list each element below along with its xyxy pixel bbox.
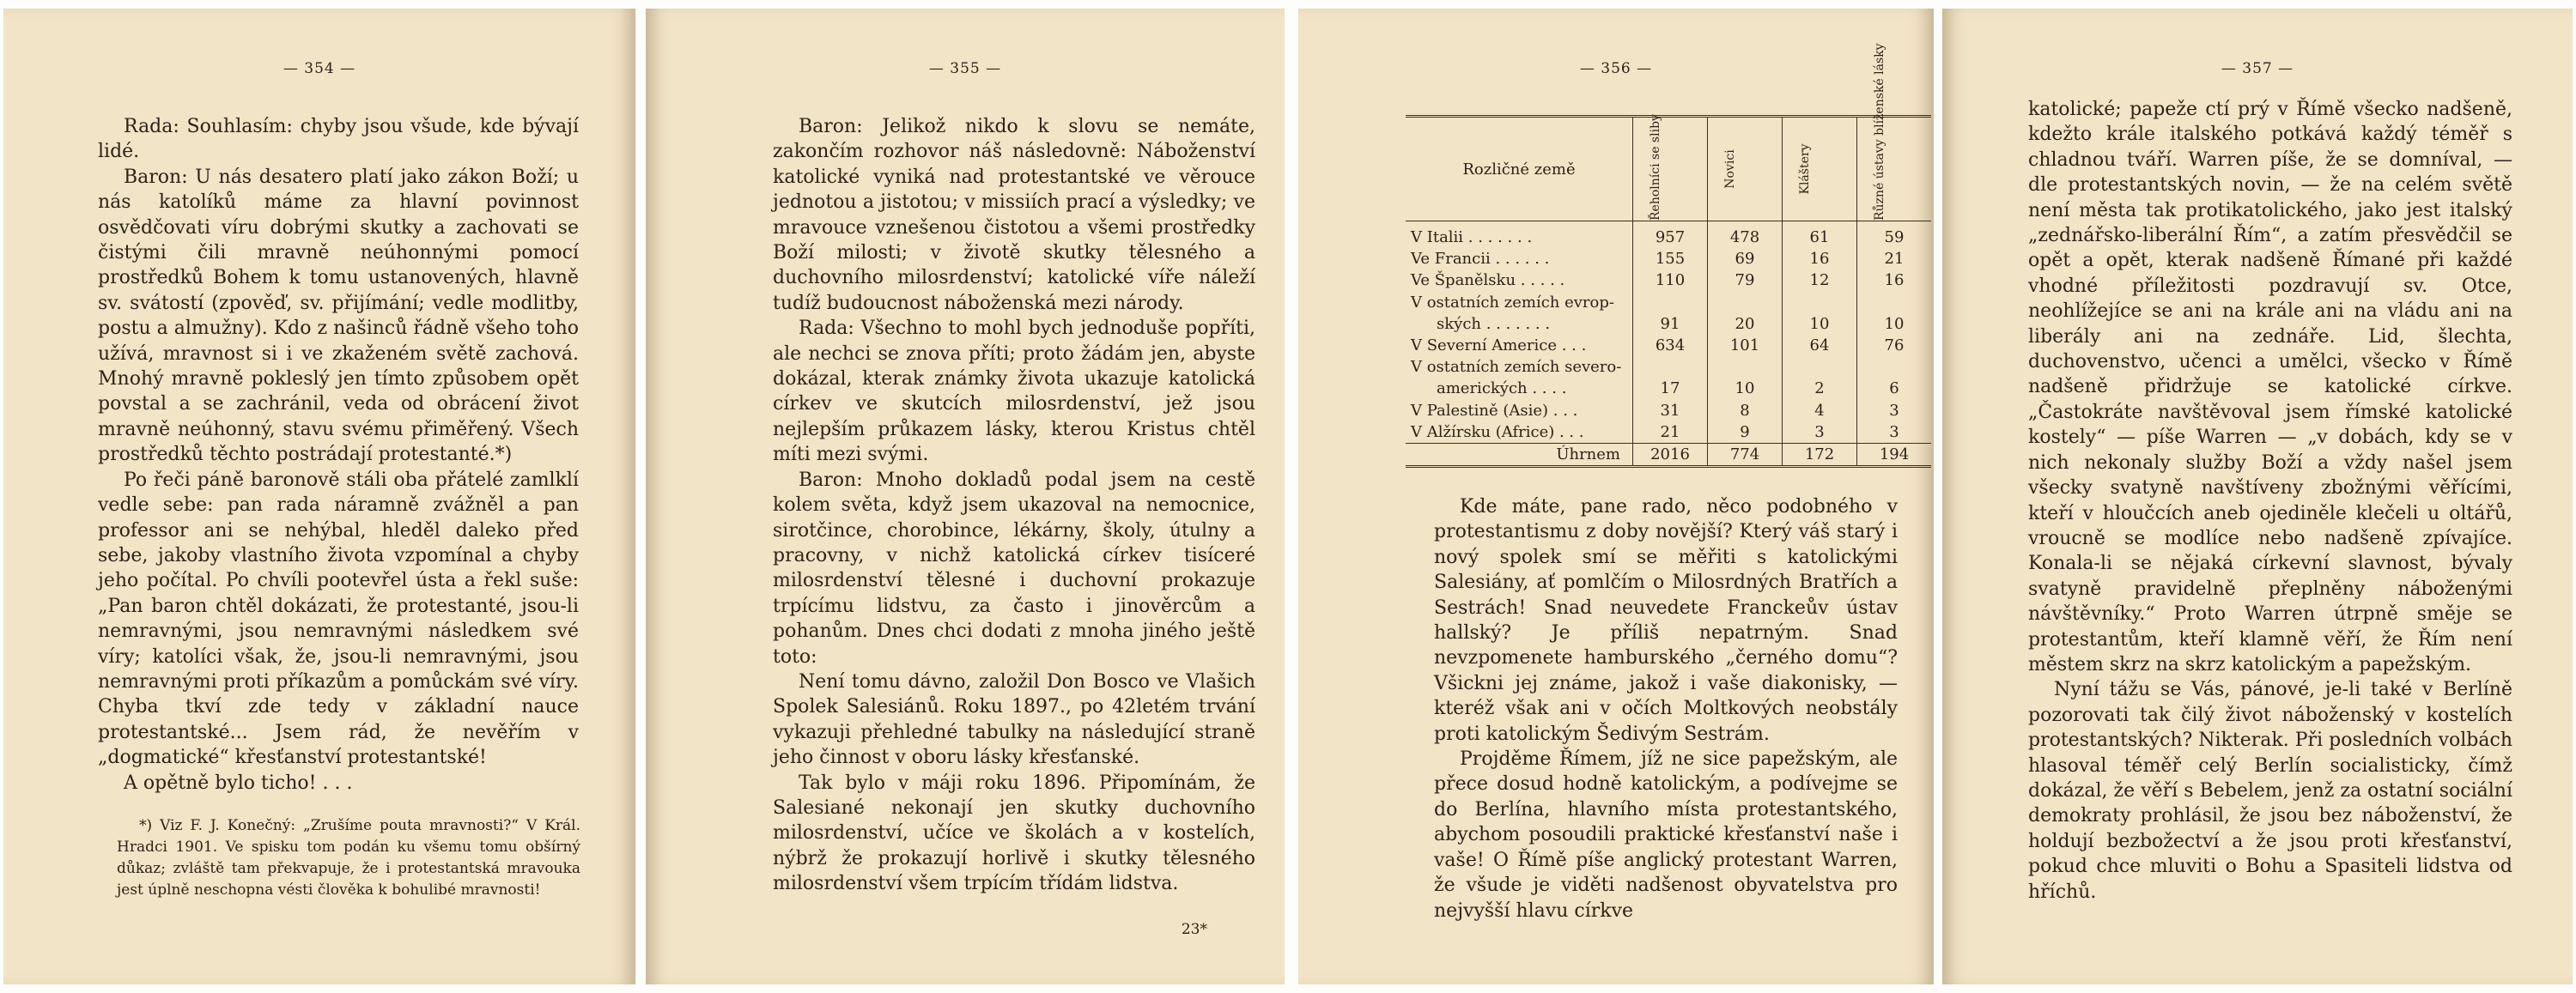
cell: 10 <box>1857 313 1932 335</box>
cell: 16 <box>1783 248 1857 269</box>
paragraph: Rada: Souhlasím: chyby jsou všude, kde bývají lidé. <box>98 116 579 163</box>
cell: 478 <box>1708 221 1783 249</box>
paragraph: Projděme Římem, jíž ne sice papežským, ale přece dosud hodně katolickým, a podívejme se do Berlína, hlavního místa protestantského, abychom posoudili praktické křesťanství naše i vaše! O Římě píše anglický protestant Warren, že všude je viděti nadšenost obyvatelstva pro nejvyšší hlavu církve <box>1434 748 1898 922</box>
cell <box>1857 356 1932 378</box>
cell: 957 <box>1633 221 1708 249</box>
column-header <box>1708 117 1783 221</box>
row-label: ských . . . . . . . <box>1437 314 1551 333</box>
paragraph: katolické; papeže ctí prý v Římě všecko nadšeně, kdežto krále italského potkává každý téměř s chladnou tváří. Warren píše, že se domníval, — dle protestantských novin, — že na celém světě není města tak protikatolického, jako jest italský „zednářsko-liberální Řím“, a zatím přesvědčil se opět a opět, kterak nadšeně Římané při každé vhodné příležitosti pozdravují sv. Otce, neohlížejíce se ani na krále ani na vládu ani na liberály ani na zednáře. Lid, šlechta, duchovenstvo, učenci a umělci, všecko v Římě nadšeně přidržuje se katolické církve. „Častokráte navštěvoval jsem římské katolické kostely“ — píše Warren — „v dobách, kdy se v nich nekonaly služby Boží a vždy našel jsem všecky svatyně navštíveny zbožnými věřícími, kteří v hloučcích aneb ojediněle klečeli u oltářů, vroucně se modlíce nebo nadšeně zpívajíce. Konala-li se nějaká církevní slavnost, bývaly svatyně pravidelně přeplněny náboženými návštěvníky.“ Proto Warren útrpně směje se protestantům, kteří klamně věří, že Řím není městem skrz na skrz katolickým a papežským. <box>2028 99 2512 675</box>
cell: 76 <box>1857 335 1932 356</box>
row-label: V Severní Americe . . . <box>1411 336 1587 355</box>
total-cell: 774 <box>1708 444 1783 467</box>
total-cell: 2016 <box>1633 444 1708 467</box>
page-text <box>2028 97 2512 905</box>
cell: 110 <box>1633 269 1708 291</box>
total-label: Úhrnem <box>1406 444 1633 467</box>
cell: 10 <box>1783 313 1857 335</box>
cell: 634 <box>1633 335 1708 356</box>
table-row <box>1406 313 1931 335</box>
column-header: Rozličné země <box>1406 117 1633 221</box>
table-header-row <box>1406 117 1931 221</box>
row-label: V Italii . . . . . . . <box>1411 228 1533 246</box>
paragraph: Rada: Všechno to mohl bych jednoduše popříti, ale nechci se znova příti; proto žádám jen, abyste dokázal, kterak známky života ukazuje katolická církev ve skutcích milosrdenství, jež jsou nejlepším průkazem lásky, kterou Kristus chtěl míti mezi svými. <box>773 318 1255 466</box>
cell: 31 <box>1633 400 1708 421</box>
table-row <box>1406 378 1931 399</box>
paragraph: Kde máte, pane rado, něco podobného v protestantismu z doby novější? Který váš starý i nový spolek smí se měřiti s katolickými Salesiány, ať pomlčím o Milosrdných Bratřích a Sestrách! Snad neuvedete Franckeův ústav hallský? Je příliš nepatrným. Snad nevzpomenete hamburského „černého domu“? Všickni jej známe, jakož i vaše diakonisky, — kteréž však ani v očích Moltkových neobstály proti katolickým Šedivým Sestrám. <box>1434 496 1898 745</box>
page-number: — 355 — <box>928 60 1002 77</box>
column-header <box>1857 43 1932 221</box>
table-row <box>1406 400 1931 421</box>
paragraph: Po řeči páně baronově stáli oba přátelé zamlklí vedle sebe: pan rada náramně zvážněl a pan professor ani se nehýbal, hleděl daleko před sebe, jakoby vlastního života vzpomínal a chyby jeho počítal. Po chvíli pootevřel ústa a řekl suše: „Pan baron chtěl dokázati, že protestanté, jsou-li nemravnými, jsou nemravnými následkem své víry; katolíci však, že, jsou-li nemravnými, jsou nemravnými proti příkazům a pomůckám své víry. Chyba tkví zde tedy v základní nauce protestantské... Jsem rád, že nevěřím v „dogmatické“ křesťanství protestantské! <box>98 469 579 769</box>
book-page-355 <box>646 9 1285 984</box>
cell: 4 <box>1783 400 1857 421</box>
page-text <box>1434 494 1898 923</box>
total-cell: 172 <box>1783 444 1857 467</box>
cell <box>1783 292 1857 313</box>
table-row <box>1406 356 1931 378</box>
cell: 79 <box>1708 269 1783 291</box>
cell: 91 <box>1633 313 1708 335</box>
paragraph: Baron: U nás desatero platí jako zákon Boží; u nás katolíků máme za hlavní povinnost osvědčovati víru dobrými skutky a zachovati se čistými čili mravně neúhonnými pomocí prostředků Bohem k tomu ustanovených, hlavně sv. svátostí (zpověď, sv. přijímání; vedle modlitby, postu a almužny). Kdo z našinců řádně všeho toho užívá, mravnost si i ve zkaženém světě zachová. Mnohý mravně pokleslý jen tímto způsobem opět povstal a se zachránil, veda od obrácení život mravně neúhonný, stavu svému přiměřený. Všech prostředků těchto postrádají protestanté.*) <box>98 166 579 466</box>
signature-mark: 23* <box>1181 921 1207 938</box>
column-header <box>1633 114 1708 221</box>
footnote <box>117 815 580 901</box>
row-label: V Palestině (Asie) . . . <box>1411 401 1578 420</box>
row-label: Ve Francii . . . . . . <box>1411 250 1550 269</box>
page-text <box>98 114 579 796</box>
cell: 2 <box>1783 378 1857 399</box>
cell: 9 <box>1708 421 1783 444</box>
cell: 59 <box>1857 221 1932 249</box>
cell <box>1783 356 1857 378</box>
table-row <box>1406 421 1931 444</box>
cell <box>1708 292 1783 313</box>
cell: 8 <box>1708 400 1783 421</box>
book-page-357 <box>1942 9 2573 984</box>
cell: 17 <box>1633 378 1708 399</box>
cell: 6 <box>1857 378 1932 399</box>
cell: 3 <box>1857 421 1932 444</box>
cell: 12 <box>1783 269 1857 291</box>
cell: 20 <box>1708 313 1783 335</box>
book-page-354 <box>3 9 635 984</box>
book-page-356 <box>1298 9 1934 984</box>
table-row <box>1406 292 1931 313</box>
column-header-label: Kláštery <box>1798 143 1812 195</box>
cell: 3 <box>1783 421 1857 444</box>
row-label: V ostatních zemích severo- <box>1411 358 1622 377</box>
cell: 64 <box>1783 335 1857 356</box>
column-header-label: Různé ústavy blíženské lásky <box>1873 43 1886 221</box>
cell: 21 <box>1633 421 1708 444</box>
cell: 69 <box>1708 248 1783 269</box>
row-label: Ve Španělsku . . . . . <box>1411 271 1565 290</box>
footnote-text: *) Viz F. J. Konečný: „Zrušíme pouta mravnosti?“ V Král. Hradci 1901. Ve spisku tom podán ku všemu tomu obšírný důkaz; zvláště tam překvapuje, že i protestantská mravouka jest úplně neschopna vésti člověka k bohulibé mravnosti! <box>117 817 580 899</box>
cell: 61 <box>1783 221 1857 249</box>
table-total-row <box>1406 444 1931 467</box>
paragraph: Baron: Jelikož nikdo k slovu se nemáte, zakončím rozhovor náš následovně: Náboženství katolické vyniká nad protestantské ve věrouce jednotou a jistotou; v missiích prací a výsledky; ve mravouce vznešenou čistotou a všemi prostředky Boží milosti; v životě skutky tělesného a duchovního milosrdenství; katolické víře náleží tudíž budoucnost náboženská mezi národy. <box>773 116 1255 314</box>
cell <box>1633 292 1708 313</box>
paragraph: Baron: Mnoho dokladů podal jsem na cestě kolem světa, když jsem ukazoval na nemocnice, sirotčince, chorobince, lékárny, školy, útulny a pracovny, v nichž katolická církev tisíceré milosrdenství tělesné i duchovní prokazuje trpícímu lidstvu, za často i jinověrcům a pohanům. Dnes chci dodati z mnoha jiného ještě toto: <box>773 469 1255 668</box>
page-number: — 357 — <box>2221 60 2294 77</box>
column-header-label: Novici <box>1723 149 1737 189</box>
paragraph: Není tomu dávno, založil Don Bosco ve Vlašich Spolek Salesiánů. Roku 1897., po 42letém trvání vykazuji přehledné tabulky na následující straně jeho činnost v oboru lásky křesťanské. <box>773 670 1255 769</box>
column-header-label: Řeholníci se sliby <box>1649 114 1662 221</box>
cell: 21 <box>1857 248 1932 269</box>
row-label: V Alžírsku (Africe) . . . <box>1411 422 1584 441</box>
table-row <box>1406 335 1931 356</box>
page-number: — 356 — <box>1579 60 1653 77</box>
cell: 101 <box>1708 335 1783 356</box>
column-header <box>1783 117 1857 221</box>
page-number: — 354 — <box>283 60 356 77</box>
cell <box>1708 356 1783 378</box>
paragraph: A opětně bylo ticho! . . . <box>124 772 353 794</box>
row-label: amerických . . . . <box>1437 379 1567 398</box>
table-row <box>1406 269 1931 291</box>
total-cell: 194 <box>1857 444 1932 467</box>
row-label: V ostatních zemích evrop- <box>1411 293 1614 312</box>
cell <box>1633 356 1708 378</box>
cell: 155 <box>1633 248 1708 269</box>
table-row <box>1406 221 1931 249</box>
cell: 16 <box>1857 269 1932 291</box>
cell: 10 <box>1708 378 1783 399</box>
paragraph: Nyní tážu se Vás, pánové, je-li také v Berlíně pozorovati tak čilý život náboženský v kostelích protestantských? Nikterak. Při posledních volbách hlasoval téměř celý Berlín socialisticky, čímž dokázal, že věří s Bebelem, jenž za ostatní sociální demokraty prohlásil, že jsou bez náboženství, že holdují bezbožectví a že jsou proti křesťanství, pokud chce mluviti o Bohu a Spasiteli lidstva od hříchů. <box>2028 679 2512 903</box>
cell: 3 <box>1857 400 1932 421</box>
cell <box>1857 292 1932 313</box>
page-text <box>773 114 1255 897</box>
paragraph: Tak bylo v máji roku 1896. Připomínám, že Salesiané nekonají jen skutky duchovního milosrdenství, učíce ve školách a v kostelích, nýbrž že prokazují horlivě i skutky tělesného milosrdenství všem trpícím třídám lidstva. <box>773 772 1255 895</box>
table-row <box>1406 248 1931 269</box>
